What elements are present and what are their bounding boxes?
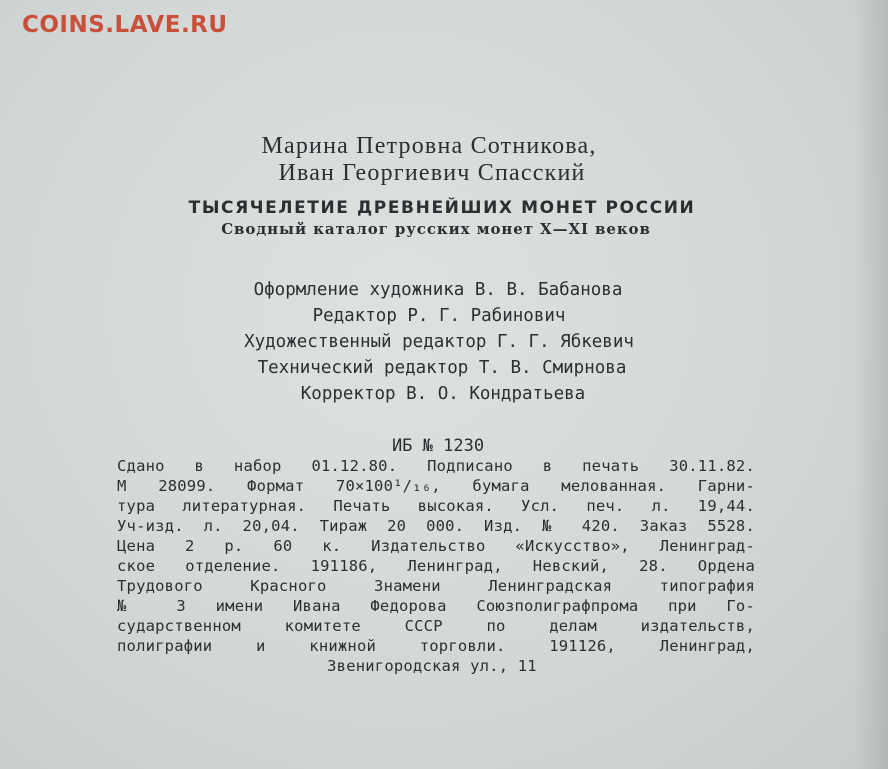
site-watermark: COINS.LAVE.RU	[22, 12, 228, 38]
credit-line: Оформление художника В. В. Бабанова	[253, 280, 623, 300]
author-name: Иван Георгиевич Спасский	[278, 160, 586, 186]
imprint-line: Цена 2 р. 60 к. Издательство «Искусство», Ленинград-	[117, 537, 755, 555]
imprint-line: М 28099. Формат 70×100¹/₁₆, бумага мелованная. Гарни-	[117, 477, 755, 495]
imprint-line: Сдано в набор 01.12.80. Подписано в печать 30.11.82.	[117, 457, 755, 475]
authors-block	[0, 133, 888, 187]
author-name: Марина Петровна Сотникова,	[261, 133, 597, 159]
imprint-line: сударственном комитете СССР по делам издательств,	[117, 617, 755, 635]
credit-line: Корректор В. О. Кондратьева	[300, 384, 586, 404]
credit-line: Технический редактор Т. В. Смирнова	[257, 358, 627, 378]
imprint-line: ское отделение. 191186, Ленинград, Невский, 28. Ордена	[117, 557, 755, 575]
book-subtitle: Сводный каталог русских монет X—XI веков	[221, 220, 651, 238]
imprint-line: Уч-изд. л. 20,04. Тираж 20 000. Изд. № 420. Заказ 5528.	[117, 517, 755, 535]
credits-block	[0, 277, 888, 407]
imprint-line: Трудового Красного Знамени Ленинградская типография	[117, 577, 755, 595]
credit-line: Художественный редактор Г. Г. Ябкевич	[244, 332, 634, 352]
ib-number: ИБ № 1230	[391, 436, 485, 456]
imprint-line: полиграфии и книжной торговли. 191126, Ленинград,	[117, 637, 755, 655]
credit-line: Редактор Р. Г. Рабинович	[312, 306, 566, 326]
imprint-block	[117, 456, 755, 676]
imprint-line: Звенигородская ул., 11	[327, 657, 537, 675]
book-title: ТЫСЯЧЕЛЕТИЕ ДРЕВНЕЙШИХ МОНЕТ РОССИИ	[188, 198, 696, 218]
imprint-line: тура литературная. Печать высокая. Усл. печ. л. 19,44.	[117, 497, 755, 515]
imprint-line: № 3 имени Ивана Федорова Союзполиграфпрома при Го-	[117, 597, 755, 615]
